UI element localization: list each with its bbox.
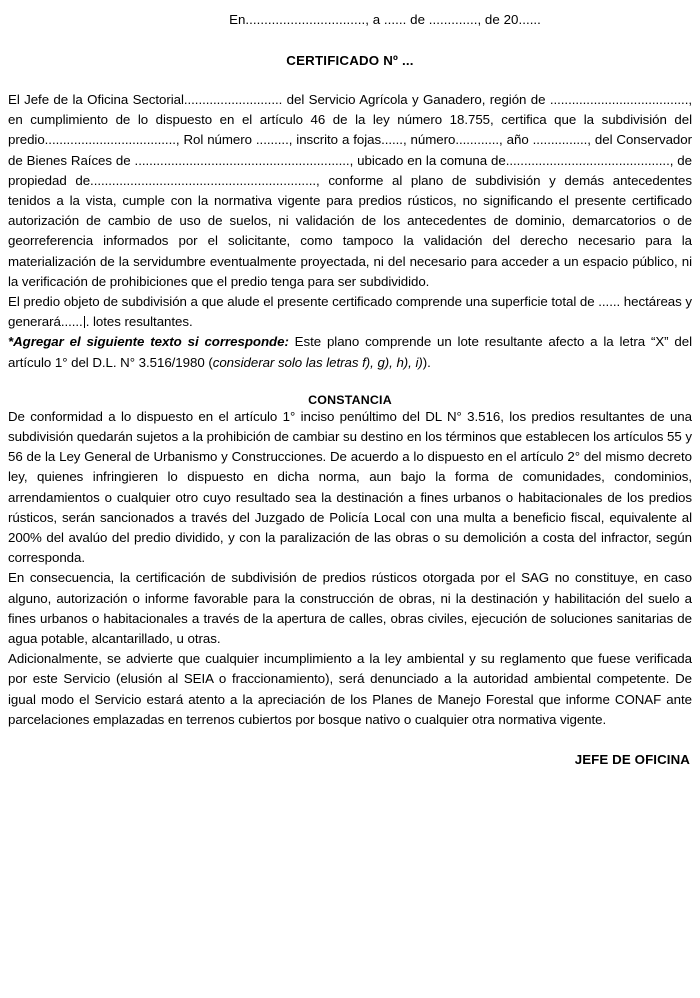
document-title: CERTIFICADO Nº ... (286, 53, 414, 68)
optional-note-body-b: ). (422, 354, 431, 370)
certificate-paragraph: El Jefe de la Oficina Sectorial........................... del Servicio Agrícola y Ganadero, región de ......................................, en cumplimiento de lo dispuesto en el artículo 46 de la ley número 18.755, certifica que la subdivisión del predio...................................., Rol número ........., inscrito a fojas......, número............, año ..............., del Conservador de Bienes Raíces de ..........................................................., ubicado en la comuna de............................................., de propiedad de.............................................................., conforme al plano de subdivisión y demás antecedentes tenidos a la vista, cumple con la normativa vigente para predios rústicos, no significando el presente certificado autorización de cambio de uso de suelos, ni validación de los antecedentes de dominio, demarcatorios o de georreferencia informados por el solicitante, como tampoco la validación del derecho necesario para la materialización de la servidumbre eventualmente proyectada, ni del necesario para acceder a un espacio público, ni la verificación de prohibiciones que el predio tenga para ser subdividido. (8, 92, 692, 289)
surface-paragraph-text-end: . lotes resultantes. (85, 314, 193, 330)
optional-note-lead: *Agregar el siguiente texto si corresponde: (8, 334, 289, 350)
text-cursor (84, 316, 85, 328)
signature-line: JEFE DE OFICINA (574, 752, 690, 768)
constancia-heading: CONSTANCIA (308, 392, 392, 407)
constancia-paragraph-3: Adicionalmente, se advierte que cualquier incumplimiento a la ley ambiental y su reglamento que fuese verificada por este Servicio (elusión al SEIA o fraccionamiento), será denunciado a la autoridad ambiental competente. De igual modo el Servicio estará atento a la apreciación de los Planes de Manejo Forestal que informe CONAF ante parcelaciones emplazadas en terrenos cubiertos por bosque nativo o cualquier otra normativa vigente. (8, 651, 692, 727)
optional-note-body-a: Este plano comprende un lote resultante afecto a la letra “X” del artículo 1° del D.L. N° 3.516/1980 ( (8, 334, 692, 370)
dateline: En................................, a ...... de ............., de 20...... (229, 12, 541, 27)
constancia-paragraph-2: En consecuencia, la certificación de subdivisión de predios rústicos otorgada por el SAG no constituye, en caso alguno, autorización o informe favorable para la construcción de obras, ni la destinación y habilitación del suelo a fines urbanos o habitacionales a través de la apertura de calles, obras civiles, ejecución de soluciones sanitarias de agua potable, alcantarillado, u otras. (8, 570, 692, 647)
surface-paragraph-text: El predio objeto de subdivisión a que alude el presente certificado comprende una superficie total de ...... hectáreas y generará...... (8, 294, 692, 330)
optional-note-paragraph (8, 332, 692, 372)
optional-note-emphasis: considerar solo las letras f), g), h), i) (212, 354, 423, 370)
surface-paragraph (8, 292, 692, 332)
constancia-paragraph-1: De conformidad a lo dispuesto en el artículo 1° inciso penúltimo del DL N° 3.516, los predios resultantes de una subdivisión quedarán sujetos a la prohibición de cambiar su destino en los términos que establecen los artículos 55 y 56 de la Ley General de Urbanismo y Construcciones. De acuerdo a lo dispuesto en el artículo 2° del mismo decreto ley, quienes infringieren lo dispuesto en dicha norma, aun bajo la forma de comunidades, condominios, arrendamientos o cualquier otro cuyo resultado sea la destinación a fines urbanos o habitacionales de los predios rústicos, serán sancionados a través del Juzgado de Policía Local con una multa a beneficio fiscal, equivalente al 200% del avalúo del predio dividido, y con la paralización de las obras o su demolición a costa del infractor, según corresponda. (8, 408, 692, 566)
